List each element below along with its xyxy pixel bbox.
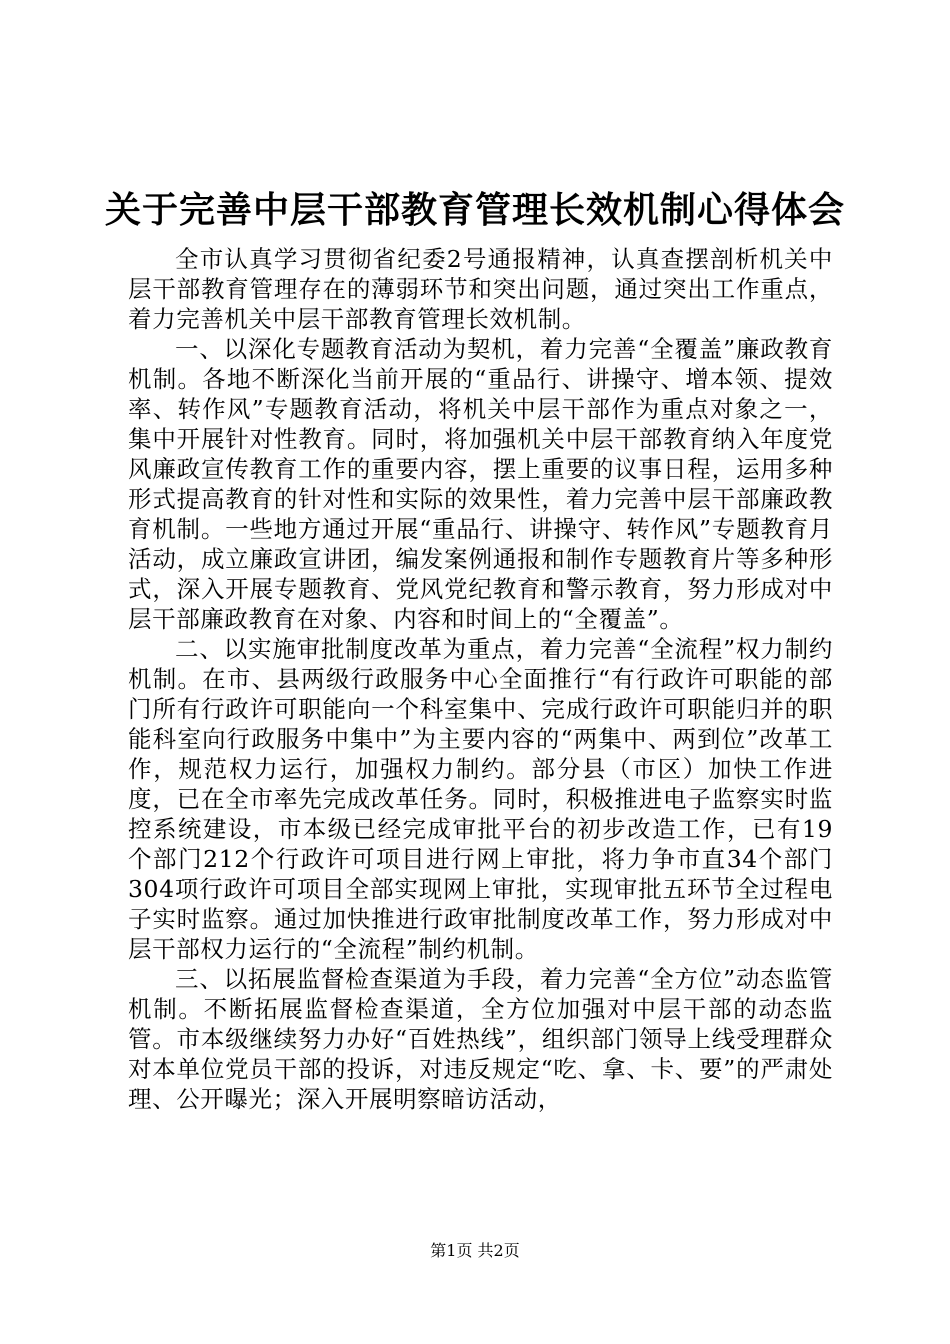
document-body xyxy=(128,244,833,1114)
document-title: 关于完善中层干部教育管理长效机制心得体会 xyxy=(104,189,845,231)
page-number-label: 第1页 共2页 xyxy=(430,1241,520,1260)
paragraph-intro: 全市认真学习贯彻省纪委2号通报精神，认真查摆剖析机关中层干部教育管理存在的薄弱环节和突出问题，通过突出工作重点，着力完善机关中层干部教育管理长效机制。 xyxy=(128,245,833,333)
paragraph-section-1: 一、以深化专题教育活动为契机，着力完善“全覆盖”廉政教育机制。各地不断深化当前开展的“重品行、讲操守、增本领、提效率、转作风”专题教育活动，将机关中层干部作为重点对象之一，集中开展针对性教育。同时，将加强机关中层干部教育纳入年度党风廉政宣传教育工作的重要内容，摆上重要的议事日程，运用多种形式提高教育的针对性和实际的效果性，着力完善中层干部廉政教育机制。一些地方通过开展“重品行、讲操守、转作风”专题教育月活动，成立廉政宣讲团，编发案例通报和制作专题教育片等多种形式，深入开展专题教育、党风党纪教育和警示教育，努力形成对中层干部廉政教育在对象、内容和时间上的“全覆盖”。 xyxy=(128,335,833,633)
paragraph-section-2: 二、以实施审批制度改革为重点，着力完善“全流程”权力制约机制。在市、县两级行政服务中心全面推行“有行政许可职能的部门所有行政许可职能向一个科室集中、完成行政许可职能归并的职能科室向行政服务中集中”为主要内容的“两集中、两到位”改革工作，规范权力运行，加强权力制约。部分县（市区）加快工作进度，已在全市率先完成改革任务。同时，积极推进电子监察实时监控系统建设，市本级已经完成审批平台的初步改造工作，已有19个部门212个行政许可项目进行网上审批，将力争市直34个部门304项行政许可项目全部实现网上审批，实现审批五环节全过程电子实时监察。通过加快推进行政审批制度改革工作，努力形成对中层干部权力运行的“全流程”制约机制。 xyxy=(128,635,833,963)
paragraph-section-3: 三、以拓展监督检查渠道为手段，着力完善“全方位”动态监管机制。不断拓展监督检查渠道，全方位加强对中层干部的动态监管。市本级继续努力办好“百姓热线”，组织部门领导上线受理群众对本单位党员干部的投诉，对违反规定“吃、拿、卡、要”的严肃处理、公开曝光；深入开展明察暗访活动， xyxy=(128,965,833,1113)
page-footer xyxy=(0,1240,950,1262)
